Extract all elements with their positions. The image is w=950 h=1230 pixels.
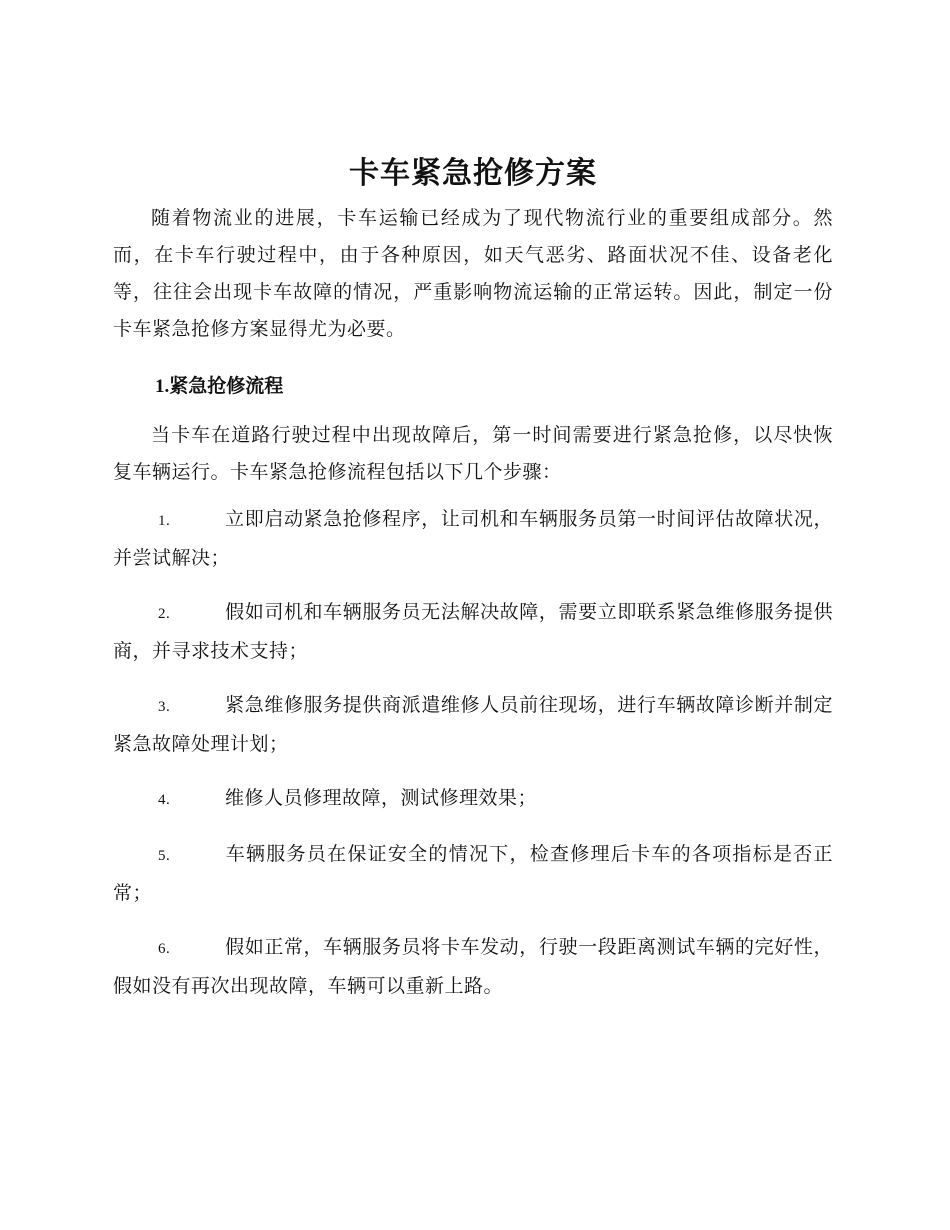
section-heading [113, 368, 833, 405]
list-item [113, 929, 833, 1005]
list-item-text: 假如司机和车辆服务员无法解决故障，需要立即联系紧急维修服务提供商，并寻求技术支持； [113, 601, 833, 662]
steps-list [113, 501, 833, 1005]
intro-paragraph: 随着物流业的进展，卡车运输已经成为了现代物流行业的重要组成部分。然而，在卡车行驶过程中，由于各种原因，如天气恶劣、路面状况不佳、设备老化等，往往会出现卡车故障的情况，严重影响物流运输的正常运转。因此，制定一份卡车紧急抢修方案显得尤为必要。 [113, 207, 833, 340]
list-item-number: 4. [158, 792, 171, 808]
list-item-text: 立即启动紧急抢修程序，让司机和车辆服务员第一时间评估故障状况，并尝试解决； [113, 508, 833, 569]
list-item [113, 594, 833, 670]
list-item-text: 车辆服务员在保证安全的情况下，检查修理后卡车的各项指标是否正常； [113, 843, 833, 904]
list-item [113, 780, 833, 819]
list-item [113, 836, 833, 912]
list-item-text: 维修人员修理故障，测试修理效果； [225, 787, 538, 809]
document-title: 卡车紧急抢修方案 [349, 156, 597, 191]
list-item-text: 紧急维修服务提供商派遣维修人员前往现场，进行车辆故障诊断并制定紧急故障处理计划； [113, 694, 833, 755]
list-item-number: 5. [158, 848, 171, 864]
list-item-number: 3. [158, 699, 171, 715]
list-item [113, 501, 833, 577]
document-page [113, 148, 833, 1022]
section-paragraph: 当卡车在道路行驶过程中出现故障后，第一时间需要进行紧急抢修，以尽快恢复车辆运行。卡车紧急抢修流程包括以下几个步骤： [113, 424, 833, 483]
list-item-text: 假如正常，车辆服务员将卡车发动，行驶一段距离测试车辆的完好性，假如没有再次出现故障，车辆可以重新上路。 [113, 936, 833, 997]
list-item-number: 2. [158, 606, 171, 622]
section-heading-text: 紧急抢修流程 [169, 375, 284, 397]
list-item-number: 6. [158, 941, 171, 957]
list-item [113, 687, 833, 763]
list-item-number: 1. [158, 513, 171, 529]
section-number: 1. [155, 376, 170, 397]
